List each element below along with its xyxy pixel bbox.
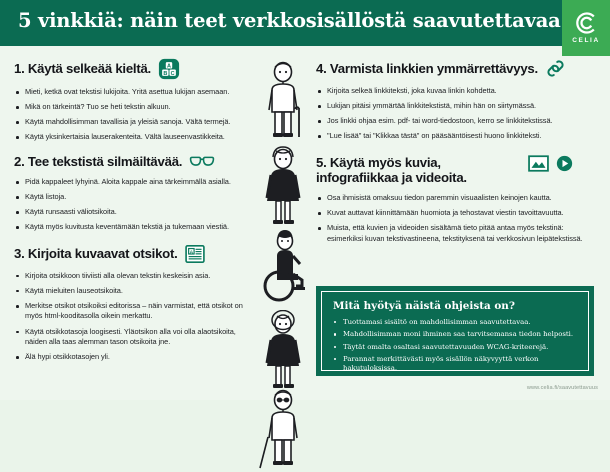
wheelchair-user-icon (258, 228, 312, 312)
list-item: Täytät omalta osaltasi saavutettavuuden WCAG-kriteerejä. (333, 343, 578, 352)
benefits-box (316, 286, 594, 376)
abc-blocks-icon (158, 58, 180, 80)
section-4-header (316, 58, 598, 79)
section-5-title: 5. Käytä myös kuvia, infografiikkaa ja videoita. (316, 154, 467, 186)
left-column (14, 58, 254, 367)
page-title: 5 vinkkiä: näin teet verkkosisällöstä saavutettavaa (18, 9, 561, 32)
section-5 (316, 155, 598, 244)
list-item: Pidä kappaleet lyhyinä. Aloita kappale aina tärkeimmällä asialla. (14, 177, 254, 188)
elderly-person-with-cane-icon (258, 60, 312, 144)
celia-c-logo-icon (573, 10, 599, 36)
list-item: Käytä yksinkertaisia lauserakenteita. Vältä lauseenvastikkeita. (14, 132, 254, 143)
list-item: Lukijan pitäisi ymmärtää linkkitekstistä, mihin hän on siirtymässä. (316, 101, 598, 112)
elderly-woman-icon (258, 310, 312, 394)
benefits-title: Mitä hyötyä näistä ohjeista on? (333, 300, 515, 312)
list-item: Käytä listoja. (14, 192, 254, 203)
section-3 (14, 244, 254, 363)
document-icon (185, 244, 205, 264)
svg-text:A: A (166, 63, 171, 70)
benefits-box-inner (321, 291, 589, 371)
section-1 (14, 58, 254, 143)
list-item: Käytä myös kuvitusta keventämään tekstiä ja tukemaan viestiä. (14, 222, 254, 233)
footer-url: www.celia.fi/saavutettavuus (526, 385, 598, 391)
list-item: Muista, että kuvien ja videoiden sisältämä tieto pitää antaa myös tekstinä: esimerkiksi kuvan tekstivastineena, tekstityksenä tai verkkosivun leipätekstissä. (316, 223, 598, 244)
benefits-list (333, 318, 578, 373)
list-item: Kirjoita otsikkoon tiiviisti alla olevan tekstin keskeisin asia. (14, 271, 254, 282)
svg-text:C: C (170, 70, 175, 77)
link-chain-icon (545, 58, 566, 79)
list-item: Merkitse otsikot otsikoiksi editorissa – näin varmistat, että otsikot on myös html-kooditasolla oikein merkattu. (14, 301, 254, 322)
right-column (316, 58, 598, 249)
list-item: Mahdollisimman moni ihminen saa tarvitsemansa tiedon helposti. (333, 330, 578, 339)
list-item: Älä hypi otsikkotasojen yli. (14, 352, 254, 363)
section-4 (316, 58, 598, 142)
list-item: Parannat merkittävästi myös sisällön näkyvyyttä verkon hakutuloksissa. (333, 355, 578, 373)
section-2-header (14, 154, 254, 170)
blind-person-with-white-cane-icon (258, 388, 312, 472)
list-item: Tuottamasi sisältö on mahdollisimman saavutettavaa. (333, 318, 578, 327)
list-item: Käytä otsikkotasoja loogisesti. Yläotsikon alla voi olla alaotsikoita, näiden alla taas alemman tason otsikoita jne. (14, 327, 254, 348)
list-item: Käytä mahdollisimman tavallisia ja yleisiä sanoja. Vältä termejä. (14, 117, 254, 128)
section-5-header (316, 155, 598, 186)
section-4-title: 4. Varmista linkkien ymmärrettävyys. (316, 60, 538, 76)
header-bar (0, 0, 610, 46)
section-2-title: 2. Tee tekstistä silmäiltävää. (14, 154, 183, 170)
list-item: "Lue lisää" tai "Klikkaa tästä" on pääsääntöisesti huono linkkiteksti. (316, 131, 598, 142)
list-item: Mikä on tärkeintä? Tuo se heti tekstin alkuun. (14, 102, 254, 113)
section-2 (14, 154, 254, 233)
section-3-title: 3. Kirjoita kuvaavat otsikot. (14, 245, 178, 261)
section-5-bullets (316, 193, 598, 244)
celia-logo-block (562, 0, 610, 56)
list-item: Käytä mieluiten lauseotsikoita. (14, 286, 254, 297)
section-3-header (14, 244, 254, 264)
glasses-icon (189, 154, 215, 170)
person-in-dark-dress-icon (258, 146, 312, 230)
section-4-bullets (316, 86, 598, 142)
celia-logo-text: CELIA (572, 37, 600, 44)
list-item: Osa ihmisistä omaksuu tiedon paremmin visuaalisten keinojen kautta. (316, 193, 598, 204)
people-illustration-column (258, 58, 312, 394)
list-item: Jos linkki ohjaa esim. pdf- tai word-tiedostoon, kerro se linkkitekstissä. (316, 116, 598, 127)
section-2-bullets (14, 177, 254, 233)
list-item: Kuvat auttavat kiinnittämään huomiota ja tehostavat viestin tavoittavuutta. (316, 208, 598, 219)
section-1-header (14, 58, 254, 80)
section-1-title: 1. Käytä selkeää kieltä. (14, 61, 151, 77)
image-icon (528, 155, 549, 172)
svg-text:B: B (163, 70, 168, 77)
svg-text:A: A (189, 249, 193, 255)
section-3-bullets (14, 271, 254, 363)
list-item: Kirjoita selkeä linkkiteksti, joka kuvaa linkin kohdetta. (316, 86, 598, 97)
section-1-bullets (14, 87, 254, 143)
list-item: Mieti, ketkä ovat tekstisi lukijoita. Yritä asettua lukijan asemaan. (14, 87, 254, 98)
play-button-icon (556, 155, 573, 172)
list-item: Käytä runsaasti väliotsikoita. (14, 207, 254, 218)
